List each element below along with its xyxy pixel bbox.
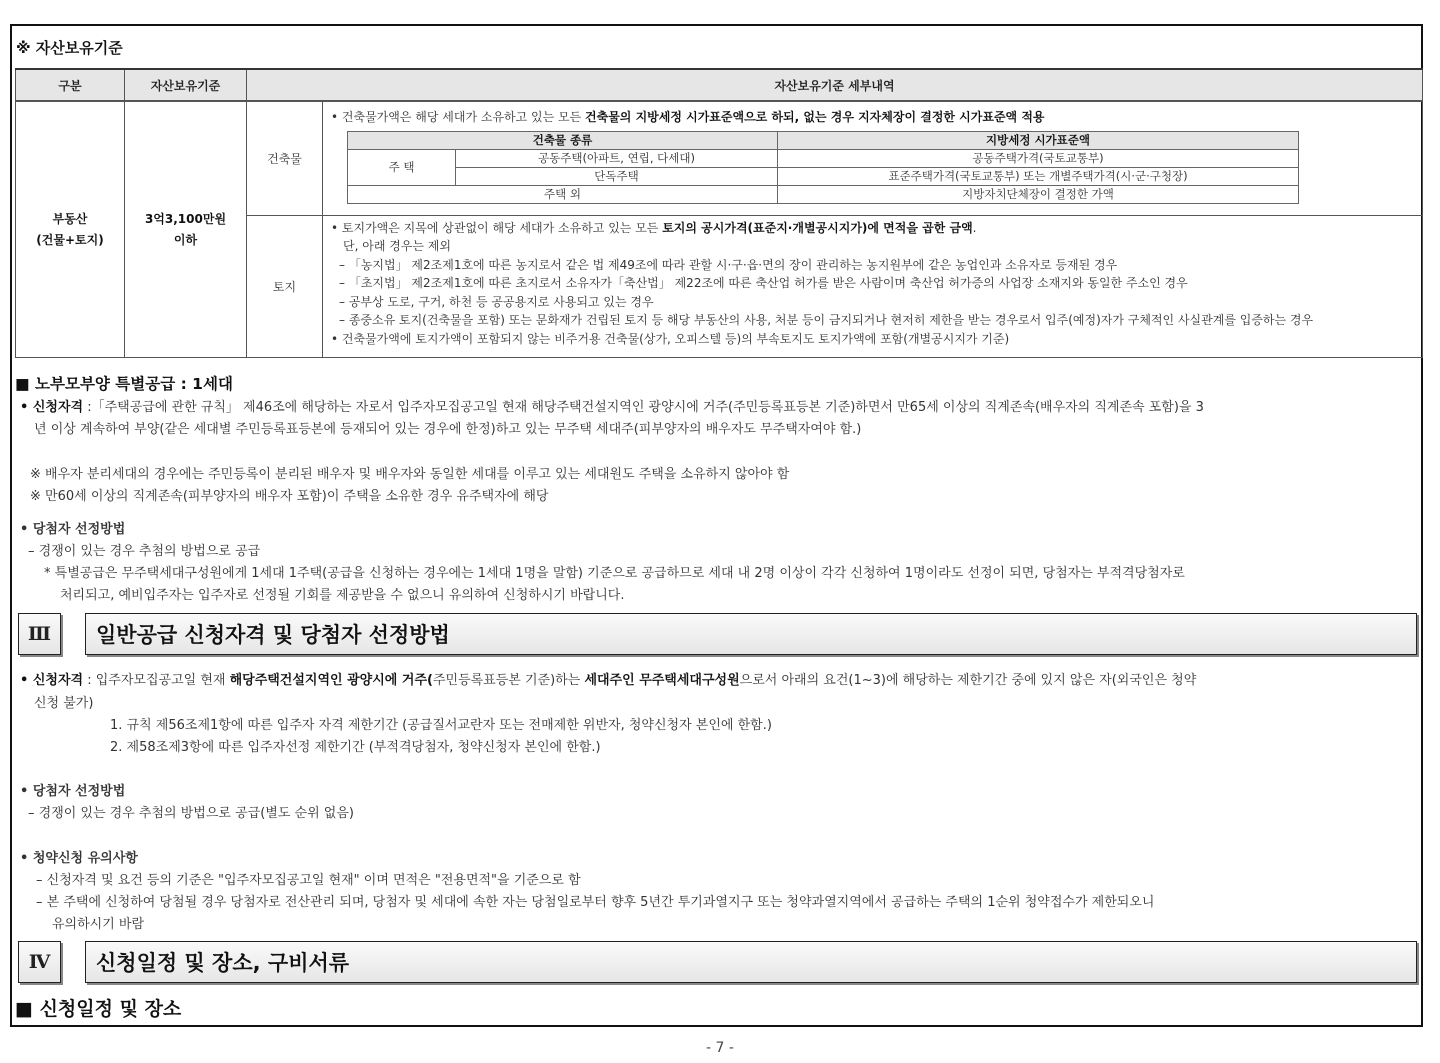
building-note-bold: 건축물의 지방세정 시가표준액으로 하되, 없는 경우 지자체장이 결정한 시가표준액 적용 <box>585 110 1045 124</box>
parents-selection-line: – 경쟁이 있는 경우 추첨의 방법으로 공급 <box>28 544 261 559</box>
building-row-value: 지방자치단체장이 결정한 가액 <box>778 185 1299 203</box>
inner-header-type: 건축물 종류 <box>348 131 778 149</box>
page-number: - 7 - <box>706 1040 734 1056</box>
parents-note-2: ※ 만60세 이상의 직계존속(피부양자의 배우자 포함)이 주택을 소유한 경우 유주택자에 해당 <box>30 489 549 504</box>
land-exception-item: – 「농지법」 제2조제1호에 따른 농지로서 같은 법 제49조에 따라 관할 시·구·읍·면의 장이 관리하는 농지원부에 같은 농업인과 소유자로 등재된 경우 <box>339 257 1118 272</box>
limit-line2: 이하 <box>173 233 198 248</box>
land-line1-end: . <box>972 220 977 235</box>
category-line2: (건물+토지) <box>36 233 104 248</box>
building-details <box>323 101 1423 215</box>
parents-selection-star-1: * 특별공급은 무주택세대구성원에게 1세대 1주택(공급을 신청하는 경우에는 1세대 1명을 말함) 기준으로 공급하므로 세대 내 2명 이상이 각각 신청하여 1명이라도 선정이 되면, 당첨자는 부적격당첨자로 <box>44 566 1185 581</box>
building-row-type: 주택 외 <box>348 185 778 203</box>
building-row-value: 표준주택가격(국토교통부) 또는 개별주택가격(시·군·구청장) <box>778 167 1299 185</box>
general-qualification-text-c: 주민등록표등본 기준)하는 <box>432 673 585 688</box>
general-qualification-bold-d: 세대주인 무주택세대구성원 <box>584 673 740 688</box>
land-exception-item: – 종중소유 토지(건축물을 포함) 또는 문화재가 건립된 토지 등 해당 부동산의 사용, 처분 등이 금지되거나 현저히 제한을 받는 경우로서 입주(예정)자가 구체적인 사실관계를 입증하는 경우 <box>339 313 1314 327</box>
limit-line1: 3억3,100만원 <box>144 212 227 227</box>
parents-note-1: ※ 배우자 분리세대의 경우에는 주민등록이 분리된 배우자 및 배우자와 동일한 세대를 이루고 있는 세대원도 주택을 소유하지 않아야 함 <box>30 467 790 482</box>
caution-line-2: – 본 주택에 신청하여 당첨될 경우 당첨자로 전산관리 되며, 당첨자 및 세대에 속한 자는 당첨일로부터 향후 5년간 투기과열지구 또는 청약과열지역에서 공급하는 주택의 1순위 청약접수가 제한되오니 <box>36 895 1155 910</box>
section-3-title: 일반공급 신청자격 및 당첨자 선정방법 <box>85 613 1417 655</box>
asset-section-title: ※ 자산보유기준 <box>16 39 123 57</box>
header-limit: 자산보유기준 <box>125 69 247 101</box>
caution-line-3: 유의하시기 바람 <box>52 917 145 932</box>
general-requirement-2: 2. 제58조제3항에 따른 입주자선정 제한기간 (부적격당첨자, 청약신청자 본인에 한함.) <box>110 740 601 755</box>
section-4-title: 신청일정 및 장소, 구비서류 <box>85 941 1417 983</box>
building-note <box>331 108 1416 127</box>
parents-qualification-text: :「주택공급에 관한 규칙」 제46조에 해당하는 자로서 입주자모집공고일 현재 해당주택건설지역인 광양시에 거주(주민등록표등본 기준)하면서 만65세 이상의 직계존속(배우자의 직계존속 포함)을 3 <box>83 400 1204 415</box>
land-exception-item: – 「초지법」 제2조제1호에 따른 초지로서 소유자가「축산법」 제22조에 따른 축산업 허가를 받은 사람이며 축산업 허가증의 사업장 소재지와 동일한 주소인 경우 <box>339 276 1188 290</box>
general-selection-line: – 경쟁이 있는 경우 추첨의 방법으로 공급(별도 순위 없음) <box>28 806 354 821</box>
general-qualification-label: • 신청자격 <box>20 673 84 688</box>
general-qualification-bold-b: 해당주택건설지역인 광양시에 거주( <box>229 673 433 688</box>
building-price-table <box>347 131 1299 204</box>
category-cell <box>16 101 125 357</box>
land-exception-item: – 공부상 도로, 구거, 하천 등 공공용지로 사용되고 있는 경우 <box>339 294 654 309</box>
building-row-type: 공동주택(아파트, 연립, 다세대) <box>456 149 778 167</box>
parents-qualification-line1 <box>20 396 1204 415</box>
building-row-value: 공동주택가격(국토교통부) <box>778 149 1299 167</box>
building-note-text: • 건축물가액은 해당 세대가 소유하고 있는 모든 <box>331 110 586 124</box>
general-qualification-text-e: 으로서 아래의 요건(1~3)에 해당하는 제한기간 중에 있지 않은 자(외국인은 청약 <box>739 673 1197 688</box>
header-category: 구분 <box>16 69 125 101</box>
land-exception-intro: 단, 아래 경우는 제외 <box>343 239 451 253</box>
land-line1 <box>331 219 1416 238</box>
section-4-numeral: Ⅳ <box>18 941 61 983</box>
land-last-note: • 건축물가액에 토지가액이 포함되지 않는 비주거용 건축물(상가, 오피스텔 등)의 부속토지도 토지가액에 포함(개별공시지가 기준) <box>331 331 1010 346</box>
housing-label: 주 택 <box>348 149 456 185</box>
building-label: 건축물 <box>247 101 323 215</box>
parents-section-title: ■ 노부모부양 특별공급 : 1세대 <box>15 375 233 393</box>
asset-table <box>15 68 1423 358</box>
general-qualification-line2: 신청 불가) <box>34 696 94 711</box>
category-line1: 부동산 <box>52 212 88 227</box>
caution-line-1: – 신청자격 및 요건 등의 기준은 "입주자모집공고일 현재" 이며 면적은 "전용면적"을 기준으로 함 <box>36 873 581 888</box>
land-line1-text: • 토지가액은 지목에 상관없이 해당 세대가 소유하고 있는 모든 <box>331 220 663 235</box>
general-qualification-line1 <box>20 669 1196 688</box>
general-qualification-text-a: : 입주자모집공고일 현재 <box>83 673 230 688</box>
parents-selection-label: • 당첨자 선정방법 <box>20 522 126 537</box>
caution-label: • 청약신청 유의사항 <box>20 851 138 866</box>
schedule-subtitle: ■ 신청일정 및 장소 <box>15 998 182 1020</box>
section-3-numeral: Ⅲ <box>18 613 61 655</box>
parents-qualification-line2: 년 이상 계속하여 부양(같은 세대별 주민등록표등본에 등재되어 있는 경우에 한정)하고 있는 무주택 세대주(피부양자의 배우자도 무주택자여야 함.) <box>34 422 862 437</box>
parents-qualification-label: • 신청자격 <box>20 400 84 415</box>
parents-selection-star-2: 처리되고, 예비입주자는 입주자로 선정될 기회를 제공받을 수 없으니 유의하여 신청하시기 바랍니다. <box>60 588 625 603</box>
limit-cell <box>125 101 247 357</box>
general-selection-label: • 당첨자 선정방법 <box>20 784 126 799</box>
header-details: 자산보유기준 세부내역 <box>247 69 1423 101</box>
land-details <box>323 215 1423 357</box>
building-row-type: 단독주택 <box>456 167 778 185</box>
land-line1-bold: 토지의 공시가격(표준지·개별공시지가)에 면적을 곱한 금액 <box>662 220 973 235</box>
inner-header-value: 지방세정 시가표준액 <box>778 131 1299 149</box>
land-label: 토지 <box>247 215 323 357</box>
general-requirement-1: 1. 규칙 제56조제1항에 따른 입주자 자격 제한기간 (공급질서교란자 또는 전매제한 위반자, 청약신청자 본인에 한함.) <box>110 718 772 733</box>
